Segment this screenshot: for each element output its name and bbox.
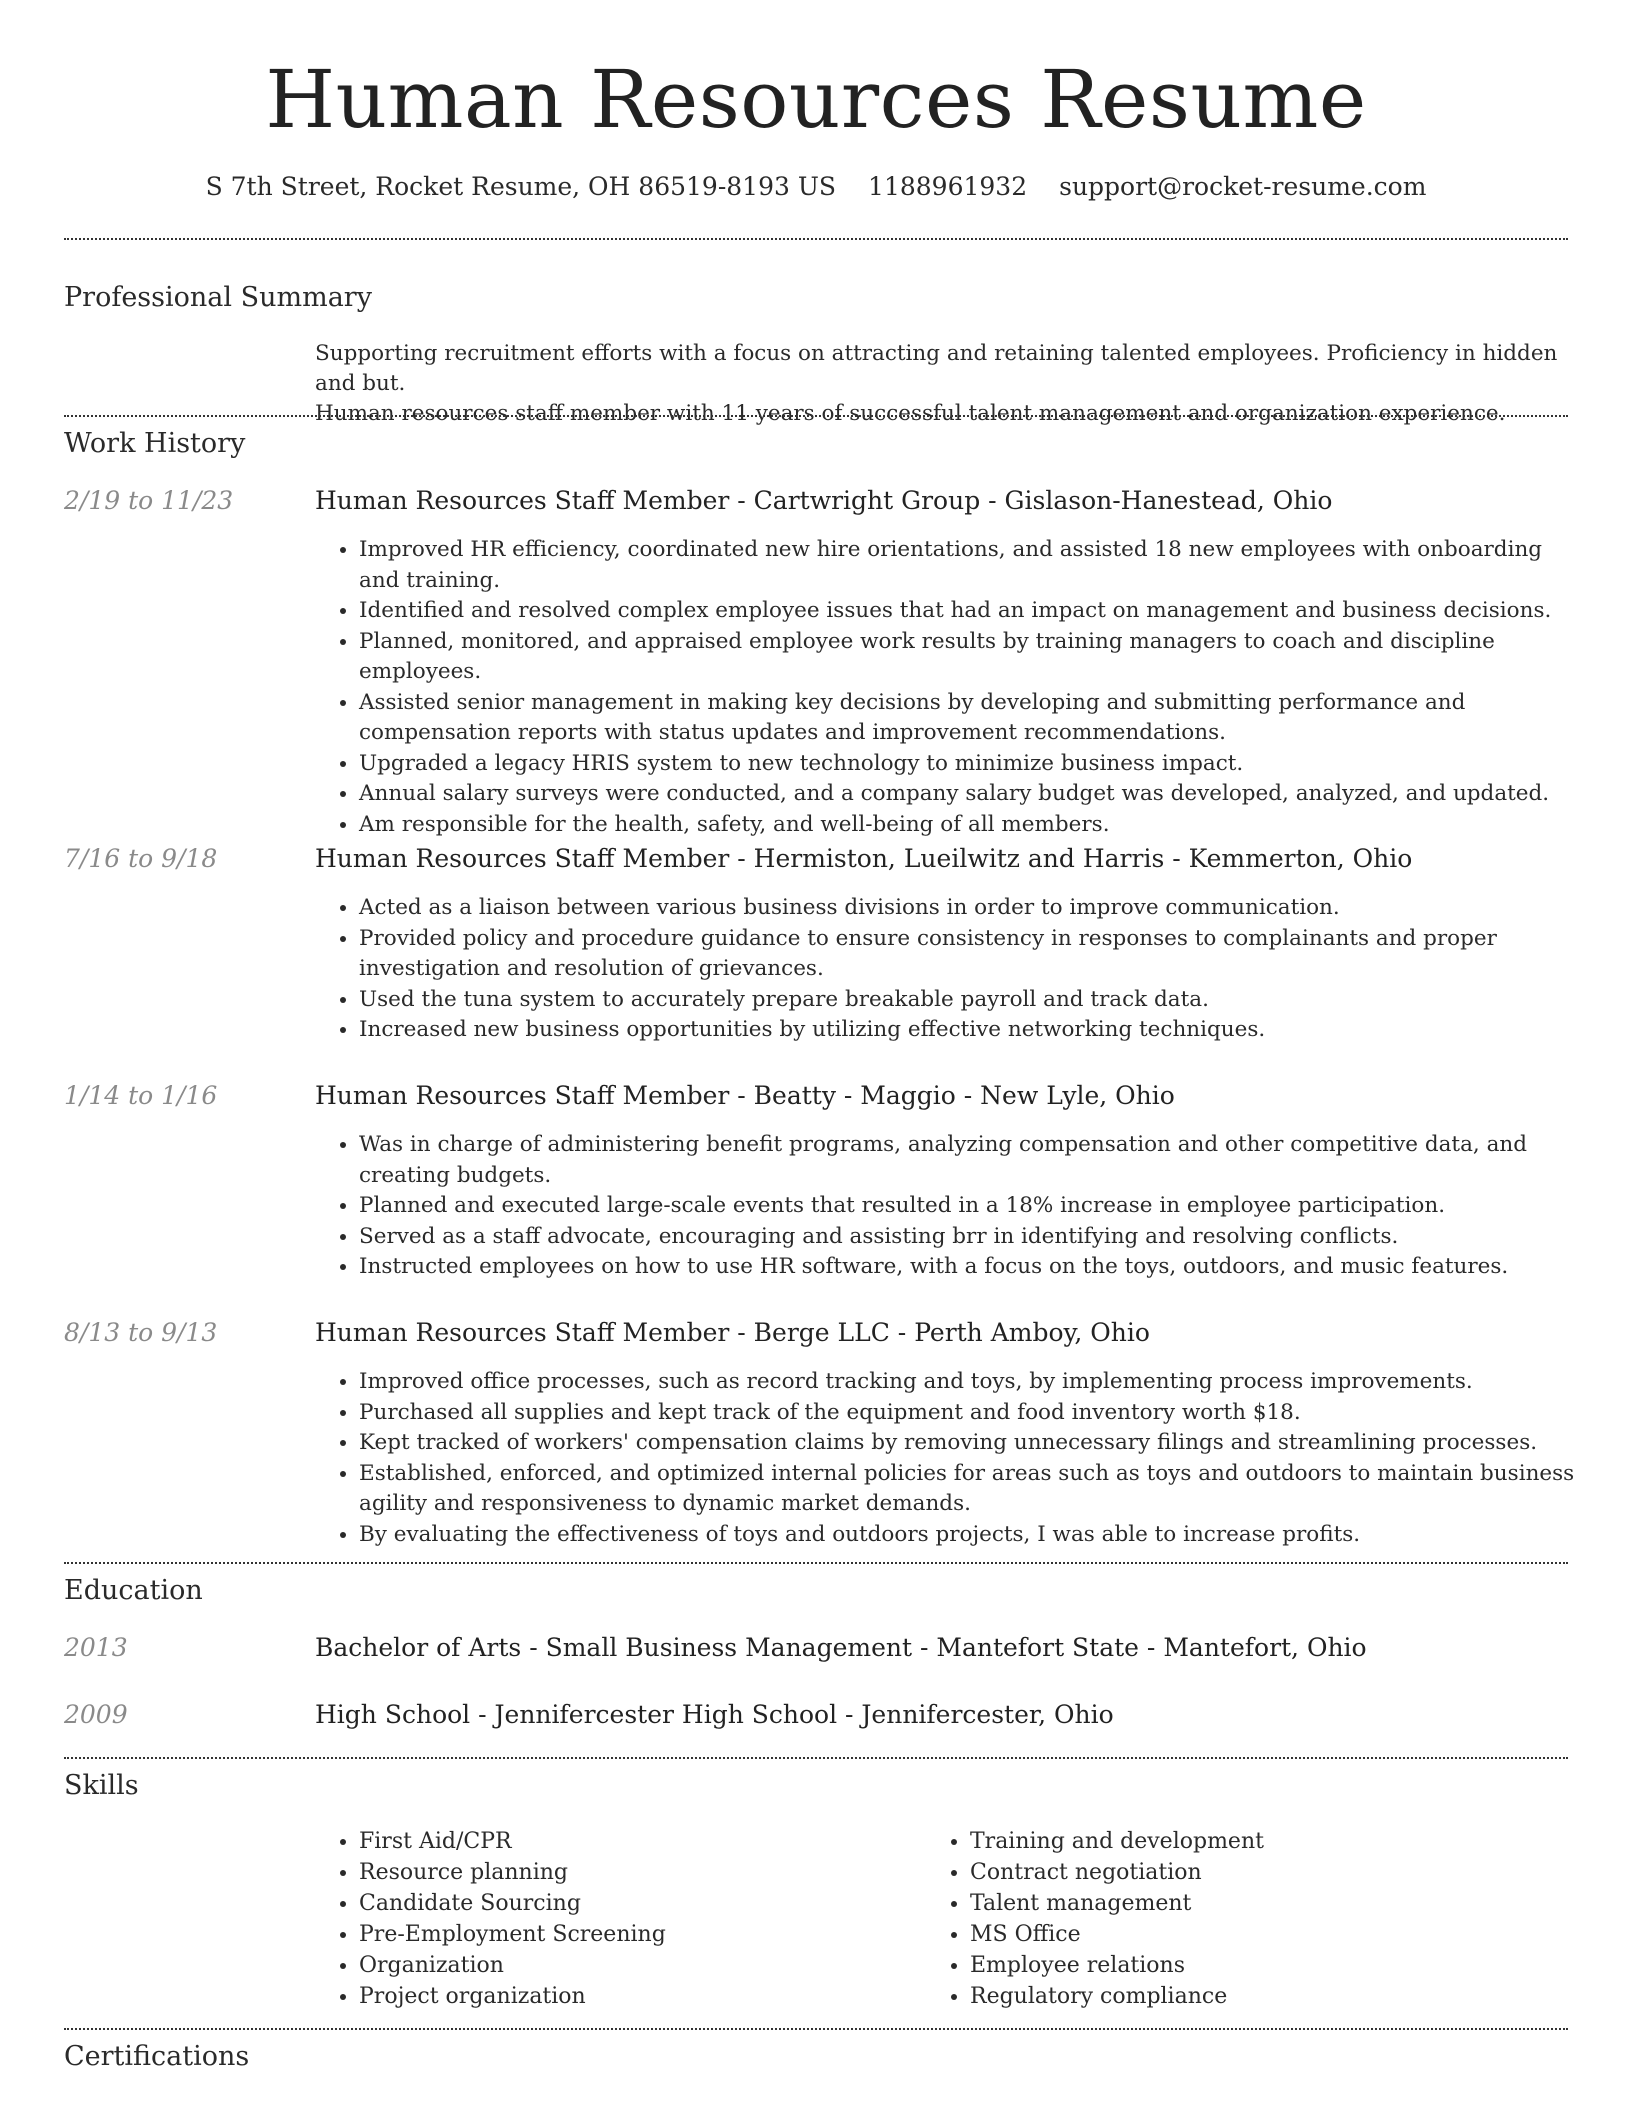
job-title: Human Resources Staff Member - Hermiston, Lueilwitz and Harris - Kemmerton, Ohio [315, 844, 1413, 873]
summary-line: Human resources staff member with 11 years of successful talent management and organization experience. [315, 401, 1506, 426]
contact-address: S 7th Street, Rocket Resume, OH 86519-8193 US [205, 172, 837, 201]
education-year: 2013 [64, 1633, 128, 1662]
list-item: • Instructed employees on how to use HR software, with a focus on the toys, outdoors, and music features. [359, 1252, 1575, 1283]
list-item: • Am responsible for the health, safety, and well-being of all members. [359, 810, 1575, 841]
contact-line [0, 170, 1632, 204]
skill-item: • Resource planning [359, 1857, 875, 1888]
summary-heading: Professional Summary [64, 282, 372, 313]
summary-line: Supporting recruitment efforts with a focus on attracting and retaining talented employees. Proficiency in hidden and but. [315, 341, 1558, 396]
job-dates: 1/14 to 1/16 [64, 1081, 218, 1110]
skill-item: • Project organization [359, 1981, 875, 2012]
list-item: • By evaluating the effectiveness of toys and outdoors projects, I was able to increase profits. [359, 1520, 1575, 1551]
skills-list-left [315, 1826, 875, 2012]
skill-item: • Candidate Sourcing [359, 1888, 875, 1919]
list-item: • Increased new business opportunities by utilizing effective networking techniques. [359, 1015, 1575, 1046]
job-bullets [315, 1130, 1575, 1283]
work-history-heading: Work History [64, 428, 246, 459]
certifications-heading: Certifications [64, 2041, 250, 2072]
skill-item: • First Aid/CPR [359, 1826, 875, 1857]
job-dates: 8/13 to 9/13 [64, 1318, 218, 1347]
job-bullets [315, 535, 1575, 840]
list-item: • Planned and executed large-scale events that resulted in a 18% increase in employee participation. [359, 1191, 1575, 1222]
list-item: • Used the tuna system to accurately prepare breakable payroll and track data. [359, 985, 1575, 1016]
list-item: • Acted as a liaison between various business divisions in order to improve communication. [359, 893, 1575, 924]
job-title: Human Resources Staff Member - Beatty - Maggio - New Lyle, Ohio [315, 1081, 1175, 1110]
list-item: • Assisted senior management in making key decisions by developing and submitting performance and compensation reports with status updates and improvement recommendations. [359, 688, 1575, 749]
education-heading: Education [64, 1575, 203, 1606]
list-item: • Annual salary surveys were conducted, and a company salary budget was developed, analyzed, and updated. [359, 779, 1575, 810]
section-divider [64, 1562, 1568, 1564]
skill-item: • Contract negotiation [970, 1857, 1486, 1888]
resume-name: Human Resources Resume [265, 53, 1367, 146]
skill-item: • Regulatory compliance [970, 1981, 1486, 2012]
job-title: Human Resources Staff Member - Berge LLC - Perth Amboy, Ohio [315, 1318, 1150, 1347]
education-detail: Bachelor of Arts - Small Business Management - Mantefort State - Mantefort, Ohio [315, 1633, 1367, 1662]
skill-item: • Employee relations [970, 1950, 1486, 1981]
job-bullets [315, 893, 1575, 1046]
job-dates: 2/19 to 11/23 [64, 486, 234, 515]
list-item: • Provided policy and procedure guidance to ensure consistency in responses to complainants and proper investigation and resolution of grievances. [359, 924, 1575, 985]
skill-item: • Talent management [970, 1888, 1486, 1919]
list-item: • Purchased all supplies and kept track of the equipment and food inventory worth $18. [359, 1398, 1575, 1429]
job-dates: 7/16 to 9/18 [64, 844, 218, 873]
skill-item: • Organization [359, 1950, 875, 1981]
section-divider [64, 415, 1568, 417]
list-item: • Was in charge of administering benefit programs, analyzing compensation and other competitive data, and creating budgets. [359, 1130, 1575, 1191]
list-item: • Served as a staff advocate, encouraging and assisting brr in identifying and resolving conflicts. [359, 1222, 1575, 1253]
skill-item: • Pre-Employment Screening [359, 1919, 875, 1950]
education-detail: High School - Jennifercester High School - Jennifercester, Ohio [315, 1700, 1114, 1729]
list-item: • Established, enforced, and optimized internal policies for areas such as toys and outdoors to maintain business agility and responsiveness to dynamic market demands. [359, 1459, 1575, 1520]
contact-phone: 1188961932 [868, 172, 1028, 201]
skill-item: • Training and development [970, 1826, 1486, 1857]
list-item: • Improved HR efficiency, coordinated new hire orientations, and assisted 18 new employees with onboarding and training. [359, 535, 1575, 596]
job-bullets [315, 1367, 1575, 1550]
skill-item: • MS Office [970, 1919, 1486, 1950]
contact-email: support@rocket-resume.com [1059, 172, 1427, 201]
list-item: • Upgraded a legacy HRIS system to new technology to minimize business impact. [359, 749, 1575, 780]
list-item: • Planned, monitored, and appraised employee work results by training managers to coach and discipline employees. [359, 627, 1575, 688]
job-title: Human Resources Staff Member - Cartwright Group - Gislason-Hanestead, Ohio [315, 486, 1333, 515]
list-item: • Identified and resolved complex employee issues that had an impact on management and business decisions. [359, 596, 1575, 627]
section-divider [64, 2028, 1568, 2030]
skills-heading: Skills [64, 1770, 139, 1801]
section-divider [64, 1757, 1568, 1759]
skills-list-right [926, 1826, 1486, 2012]
education-year: 2009 [64, 1700, 128, 1729]
list-item: • Kept tracked of workers' compensation claims by removing unnecessary filings and streamlining processes. [359, 1428, 1575, 1459]
section-divider [64, 238, 1568, 240]
list-item: • Improved office processes, such as record tracking and toys, by implementing process improvements. [359, 1367, 1575, 1398]
